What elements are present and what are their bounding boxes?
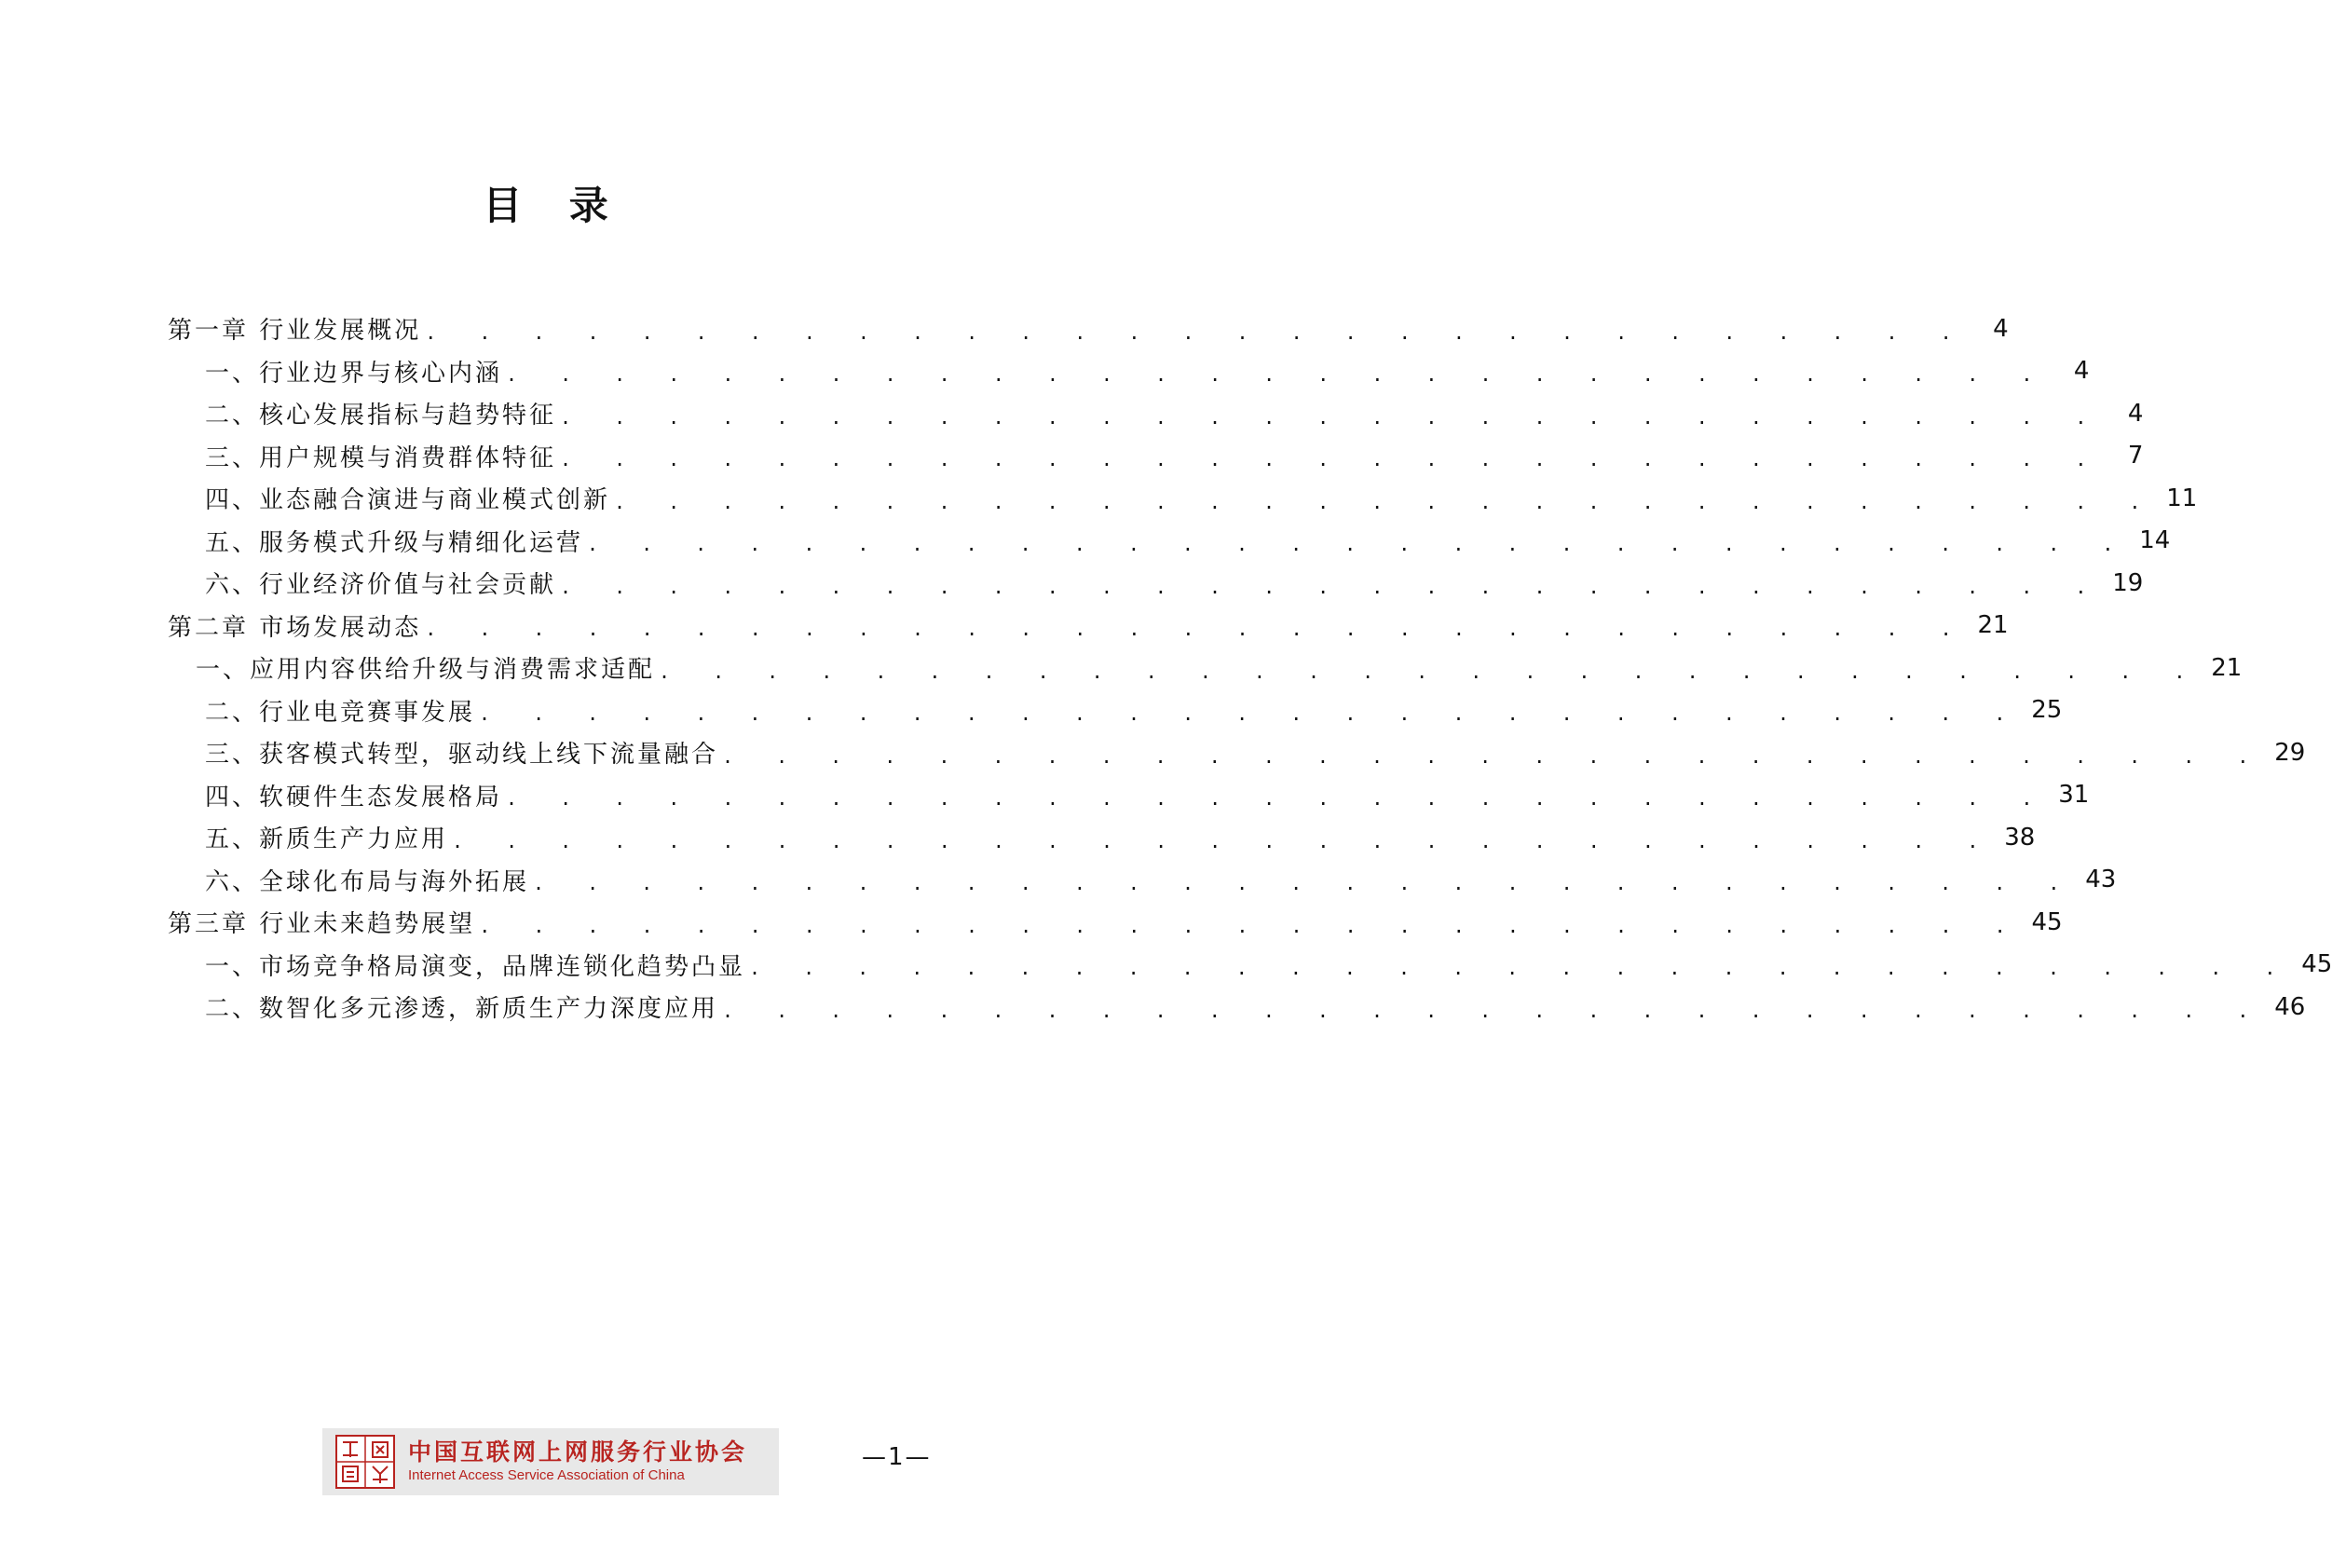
association-logo <box>322 1428 779 1495</box>
dot-leader: . . . . . . . . . . . . . . . . . . . . . . . . . . . . . <box>560 448 2103 471</box>
toc-entry-text: 五、新质生产力应用 <box>205 820 452 854</box>
toc-section[interactable] <box>168 774 2090 817</box>
toc-entry-text: 第三章 行业未来趋势展望 <box>168 905 479 939</box>
toc-page-number: 46 <box>2274 992 2306 1021</box>
toc-section[interactable] <box>168 520 2171 563</box>
table-of-contents <box>168 307 2332 1029</box>
org-name-en: Internet Access Service Association of China <box>408 1467 685 1483</box>
dot-leader: . . . . . . . . . . . . . . . . . . . . . . . . . . . . . <box>722 999 2265 1022</box>
toc-page-number: 31 <box>2058 781 2090 810</box>
dot-leader: . . . . . . . . . . . . . . . . . . . . . . . . . . . . . <box>479 702 2022 726</box>
dot-leader: . . . . . . . . . . . . . . . . . . . . . . . . . . . . . <box>425 618 1968 641</box>
toc-page-number: 19 <box>2112 568 2144 597</box>
toc-page-number: 7 <box>2127 442 2144 470</box>
org-name-cn: 中国互联网上网服务行业协会 <box>408 1438 748 1466</box>
toc-page-number: 21 <box>1977 611 2009 640</box>
toc-entry-text: 三、获客模式转型，驱动线上线下流量融合 <box>205 735 722 770</box>
toc-page-number: 4 <box>2127 399 2144 428</box>
toc-section[interactable] <box>168 435 2144 478</box>
toc-section[interactable] <box>168 350 2090 393</box>
toc-section[interactable] <box>168 731 2306 774</box>
toc-section[interactable] <box>168 647 2243 689</box>
toc-entry-text: 一、应用内容供给升级与消费需求适配 <box>196 650 659 685</box>
toc-section[interactable] <box>168 392 2144 435</box>
dot-leader: . . . . . . . . . . . . . . . . . . . . . . . . . . . . . <box>425 320 1968 344</box>
toc-entry-text: 五、服务模式升级与精细化运营 <box>205 524 587 558</box>
dot-leader: . . . . . . . . . . . . . . . . . . . . . . . . . . . . . <box>506 787 2049 811</box>
toc-page-number: 11 <box>2166 484 2198 512</box>
toc-entry-text: 二、行业电竞赛事发展 <box>205 693 479 728</box>
toc-section[interactable] <box>168 689 2063 732</box>
dot-leader: . . . . . . . . . . . . . . . . . . . . . . . . . . . . . <box>614 490 2157 513</box>
dot-leader: . . . . . . . . . . . . . . . . . . . . . . . . . . . . . <box>722 744 2265 768</box>
toc-section[interactable] <box>168 986 2306 1029</box>
toc-section[interactable] <box>168 816 2036 859</box>
toc-entry-text: 六、行业经济价值与社会贡献 <box>205 566 560 600</box>
toc-page-number: 21 <box>2211 653 2243 682</box>
toc-entry-text: 三、用户规模与消费群体特征 <box>205 439 560 473</box>
toc-section[interactable] <box>168 562 2144 605</box>
toc-entry-text: 二、数智化多元渗透，新质生产力深度应用 <box>205 989 722 1024</box>
toc-entry-text: 四、业态融合演进与商业模式创新 <box>205 481 614 515</box>
toc-entry-text: 第二章 市场发展动态 <box>168 608 425 643</box>
dot-leader: . . . . . . . . . . . . . . . . . . . . . . . . . . . . . <box>560 405 2103 429</box>
toc-entry-text: 六、全球化布局与海外拓展 <box>205 863 533 897</box>
toc-section[interactable] <box>168 477 2198 520</box>
toc-entry-text: 第一章 行业发展概况 <box>168 311 425 346</box>
toc-section[interactable] <box>168 859 2117 902</box>
toc-chapter-2[interactable] <box>168 605 2009 648</box>
toc-page-number: 14 <box>2139 526 2171 555</box>
toc-page-number: 4 <box>1993 314 2009 343</box>
toc-section[interactable] <box>168 944 2332 987</box>
toc-chapter-3[interactable] <box>168 901 2063 944</box>
dot-leader: . . . . . . . . . . . . . . . . . . . . . . . . . . . . . <box>560 575 2103 598</box>
dot-leader: . . . . . . . . . . . . . . . . . . . . . . . . . . . . . <box>506 363 2049 387</box>
toc-entry-text: 一、市场竞争格局演变，品牌连锁化趋势凸显 <box>205 948 749 982</box>
toc-entry-text: 二、核心发展指标与趋势特征 <box>205 396 560 430</box>
toc-page-number: 25 <box>2031 696 2063 725</box>
toc-entry-text: 一、行业边界与核心内涵 <box>205 354 506 389</box>
toc-page-number: 38 <box>2004 823 2036 852</box>
dot-leader: . . . . . . . . . . . . . . . . . . . . . . . . . . . . . <box>659 660 2202 683</box>
toc-page-number: 29 <box>2274 738 2306 767</box>
dot-leader: . . . . . . . . . . . . . . . . . . . . . . . . . . . . . <box>749 957 2292 980</box>
toc-page-number: 43 <box>2085 866 2117 894</box>
seal-icon <box>335 1435 395 1489</box>
dot-leader: . . . . . . . . . . . . . . . . . . . . . . . . . . . . . <box>533 872 2076 895</box>
page-title: 目 录 <box>483 183 625 228</box>
toc-entry-text: 四、软硬件生态发展格局 <box>205 778 506 812</box>
toc-chapter-1[interactable] <box>168 307 2009 350</box>
dot-leader: . . . . . . . . . . . . . . . . . . . . . . . . . . . . . <box>452 829 1995 852</box>
page-number: —1— <box>862 1443 932 1471</box>
toc-page-number: 4 <box>2073 357 2090 386</box>
dot-leader: . . . . . . . . . . . . . . . . . . . . . . . . . . . . . <box>479 914 2022 937</box>
toc-page-number: 45 <box>2031 907 2063 936</box>
dot-leader: . . . . . . . . . . . . . . . . . . . . . . . . . . . . . <box>587 533 2130 556</box>
toc-page-number: 45 <box>2301 950 2332 979</box>
